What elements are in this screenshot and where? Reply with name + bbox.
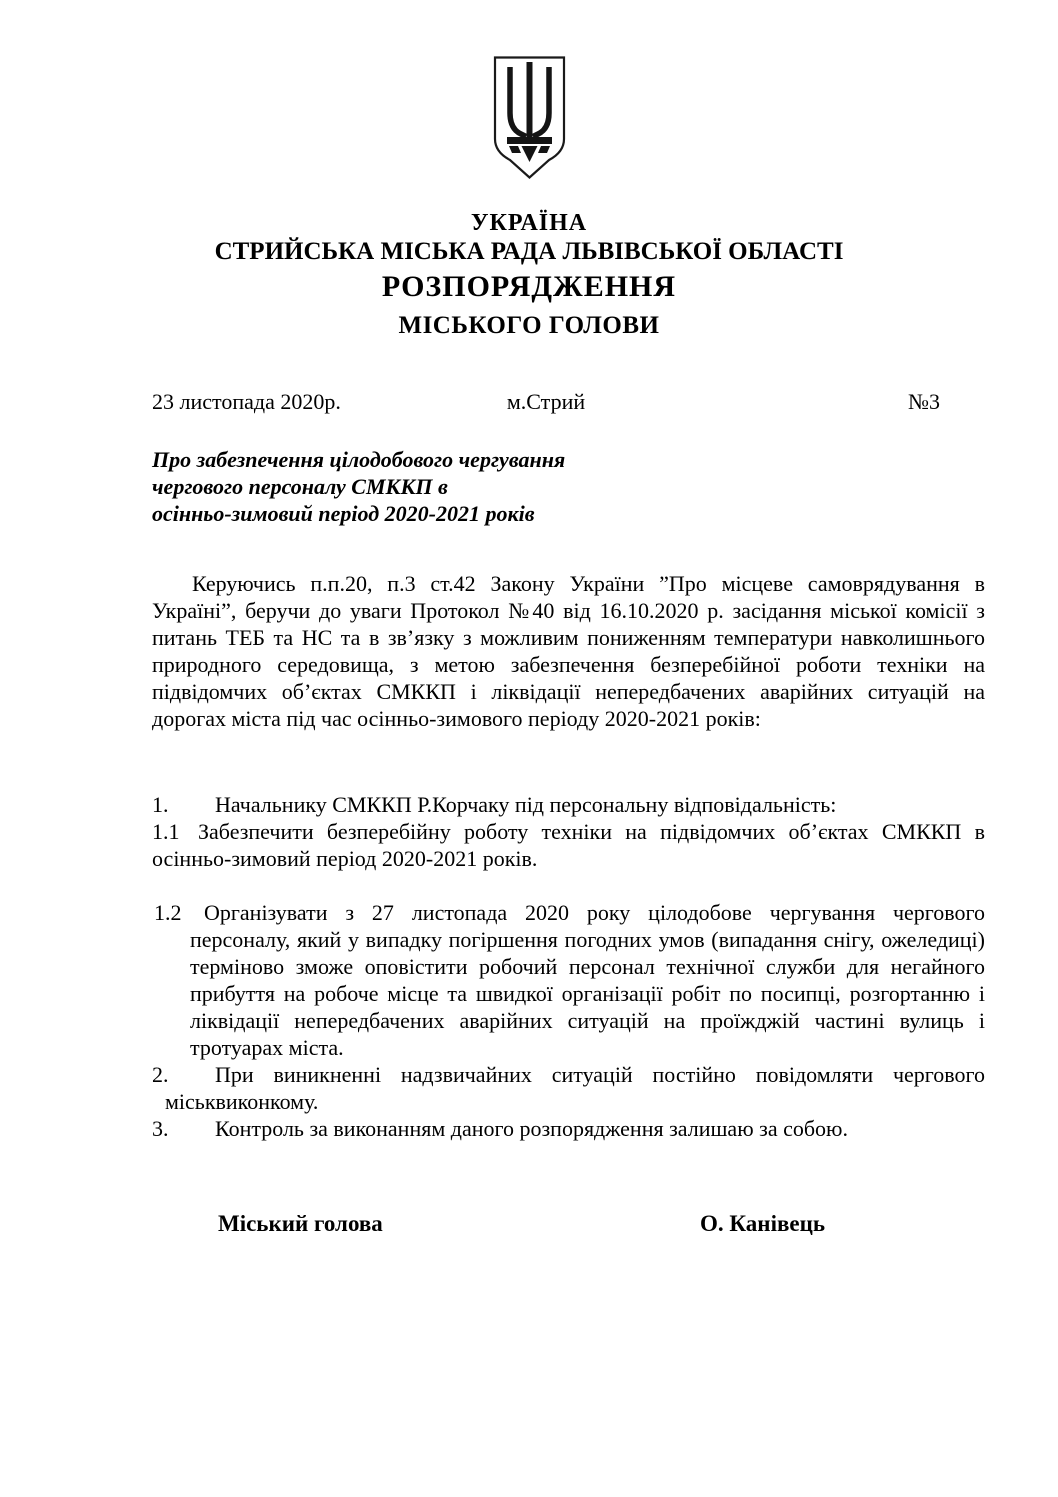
item-text: При виникненні надзвичайних ситуацій постійно повідомляти чергового міськвиконкому. [165,1062,985,1114]
list-item-1-2 [154,899,985,1061]
document-type-title: РОЗПОРЯДЖЕННЯ [381,270,677,303]
list-item-2 [152,1061,985,1115]
preamble-paragraph: Керуючись п.п.20, п.3 ст.42 Закону України ”Про місцеве самоврядування в Україні”, беручи до уваги Протокол №40 від 16.10.2020 р. засідання міської комісії з питань ТЕБ та НС та в зв’язку з можливим пониженням температури навколишнього природного середовища, з метою забезпечення безперебійної роботи техніки на підвідомчих об’єктах СМККП і ліквідації непередбачених аварійних ситуацій на дорогах міста під час осінньо-зимового періоду 2020-2021 років: [152,571,985,731]
subject-line: Про забезпечення цілодобового чергування [152,447,566,472]
document-number: №3 [908,389,940,414]
document-author-line: МІСЬКОГО ГОЛОВИ [398,312,660,339]
list-item-3 [152,1115,985,1142]
list-item-1-1 [152,818,985,872]
item-number: 1. [152,792,169,817]
signature-name: О. Канівець [700,1211,825,1236]
subject-line: осінньо-зимовий період 2020-2021 років [152,501,535,526]
item-number: 3. [152,1116,169,1141]
signature-row [152,1210,985,1237]
document-place: м.Стрий [506,389,586,414]
item-text: Начальнику СМККП Р.Корчаку під персональну відповідальність: [215,792,837,817]
item-number: 2. [152,1062,169,1087]
header-country: УКРАЇНА [470,210,588,236]
subject-line: чергового персоналу СМККП в [152,474,448,499]
coat-of-arms-container [0,55,1058,183]
signature-role: Міський голова [218,1211,383,1236]
item-text: Організувати з 27 листопада 2020 року цілодобове чергування чергового персоналу, який у випадку погіршення погодних умов (випадання снігу, ожеледиці) терміново зможе оповістити робочий персонал технічної служби для негайного прибуття на робоче місце та швидкої організації робіт по посипці, розгортанню і ліквідації непередбачених аварійних ситуацій на проїжджій частині вулиць і тротуарах міста. [190,900,985,1060]
coat-of-arms-tryzub-icon [492,55,567,180]
document-date: 23 листопада 2020р. [152,389,341,414]
item-number: 1.1 [152,819,180,844]
header-council-name: СТРИЙСЬКА МІСЬКА РАДА ЛЬВІВСЬКОЇ ОБЛАСТІ [214,238,844,265]
document-body [152,388,985,1237]
meta-row [152,388,985,415]
list-item-1 [152,791,985,818]
items-list [152,791,985,1142]
subject-block [152,446,985,527]
item-text: Забезпечити безперебійну роботу техніки на підвідомчих об’єктах СМККП в осінньо-зимовий період 2020-2021 років. [152,819,985,871]
document-header [0,55,1058,341]
item-number: 1.2 [154,900,182,925]
item-text: Контроль за виконанням даного розпорядження залишаю за собою. [215,1116,848,1141]
